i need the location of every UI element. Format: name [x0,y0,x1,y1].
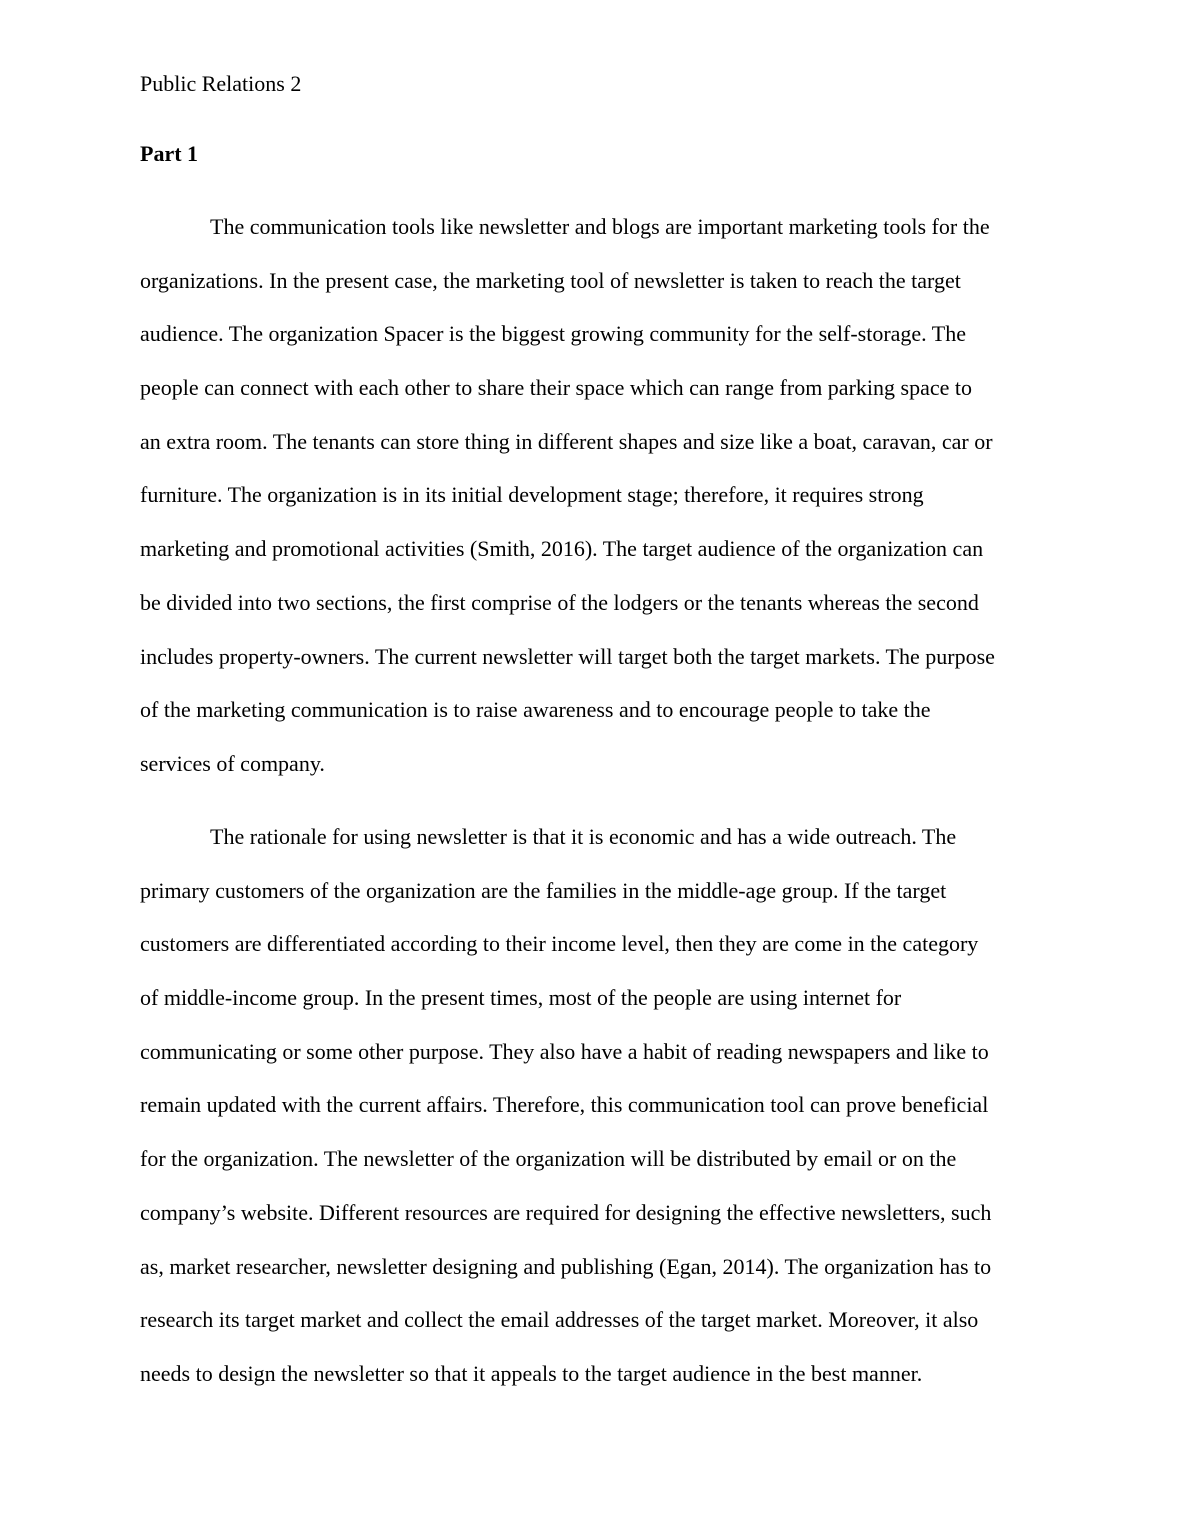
paragraph-1 [140,200,1050,791]
paragraph-line: organizations. In the present case, the marketing tool of newsletter is taken to reach the target [140,267,961,293]
paragraph-line: The rationale for using newsletter is that it is economic and has a wide outreach. The [210,824,957,849]
paragraph-line: people can connect with each other to share their space which can range from parking space to [140,375,972,401]
paragraph-line: company’s website. Different resources are required for designing the effective newsletters, such [140,1199,992,1225]
paragraph-line: for the organization. The newsletter of the organization will be distributed by email or on the [140,1146,957,1172]
paragraph-line: The communication tools like newsletter and blogs are important marketing tools for the [210,214,990,239]
paragraph-line: an extra room. The tenants can store thing in different shapes and size like a boat, caravan, car or [140,428,993,454]
paragraph-line: primary customers of the organization are the families in the middle-age group. If the target [140,877,947,903]
paragraph-2 [140,810,1050,1401]
paragraph-line: of middle-income group. In the present times, most of the people are using internet for [140,985,902,1011]
paragraph-line: furniture. The organization is in its initial development stage; therefore, it requires strong [140,482,924,508]
paragraph-line: includes property-owners. The current newsletter will target both the target markets. The purpose [140,643,995,669]
paragraph-line: of the marketing communication is to raise awareness and to encourage people to take the [140,697,931,723]
paragraph-line: communicating or some other purpose. They also have a habit of reading newspapers and like to [140,1038,989,1064]
paragraph-line: needs to design the newsletter so that it appeals to the target audience in the best manner. [140,1360,923,1386]
paragraph-line: research its target market and collect the email addresses of the target market. Moreover, it also [140,1307,979,1333]
paragraph-line: remain updated with the current affairs. Therefore, this communication tool can prove beneficial [140,1092,989,1118]
paragraph-line: marketing and promotional activities (Smith, 2016). The target audience of the organization can [140,536,984,562]
paragraph-line: customers are differentiated according to their income level, then they are come in the category [140,931,979,957]
paragraph-line: audience. The organization Spacer is the biggest growing community for the self-storage. The [140,321,966,347]
paragraph-line: as, market researcher, newsletter designing and publishing (Egan, 2014). The organization has to [140,1253,992,1279]
running-head: Public Relations 2 [140,71,302,96]
paragraph-line: be divided into two sections, the first comprise of the lodgers or the tenants whereas the second [140,589,979,615]
paragraph-line: services of company. [140,750,325,776]
section-heading: Part 1 [140,141,199,166]
